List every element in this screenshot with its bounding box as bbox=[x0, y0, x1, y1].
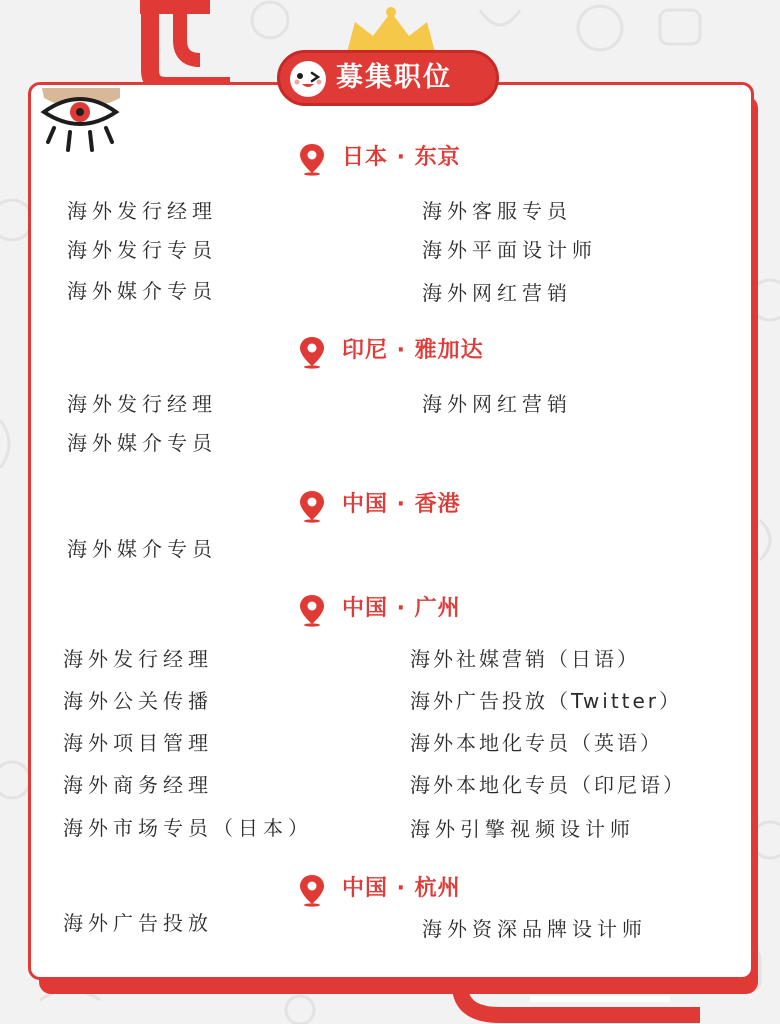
job-item: 海外广告投放 bbox=[63, 911, 213, 935]
section-location: 印尼 · 雅加达 bbox=[342, 338, 484, 363]
location-pin-icon bbox=[298, 489, 326, 523]
section-location: 中国 · 广州 bbox=[342, 596, 461, 621]
job-item: 海外广告投放（Twitter） bbox=[410, 689, 683, 713]
job-item: 海外本地化专员（印尼语） bbox=[410, 773, 686, 797]
job-item: 海外发行专员 bbox=[67, 238, 217, 262]
page-title: 募集职位 bbox=[336, 62, 452, 93]
job-item: 海外社媒营销（日语） bbox=[410, 647, 640, 671]
eye-icon bbox=[40, 88, 122, 160]
section-location: 中国 · 香港 bbox=[342, 492, 461, 517]
job-item: 海外市场专员（日本） bbox=[63, 816, 313, 840]
job-item: 海外本地化专员（英语） bbox=[410, 731, 663, 755]
job-item: 海外平面设计师 bbox=[422, 238, 597, 262]
section-location: 中国 · 杭州 bbox=[342, 876, 461, 901]
location-pin-icon bbox=[298, 335, 326, 369]
job-item: 海外项目管理 bbox=[63, 731, 213, 755]
smiley-face-icon bbox=[288, 59, 328, 99]
job-item: 海外引擎视频设计师 bbox=[410, 817, 635, 841]
job-item: 海外媒介专员 bbox=[67, 279, 217, 303]
section-location: 日本 · 东京 bbox=[342, 145, 461, 170]
title-banner bbox=[277, 50, 499, 106]
job-item: 海外发行经理 bbox=[67, 392, 217, 416]
job-item: 海外网红营销 bbox=[422, 392, 572, 416]
location-pin-icon bbox=[298, 142, 326, 176]
bottom-ribbon-decoration bbox=[440, 985, 720, 1024]
job-item: 海外网红营销 bbox=[422, 281, 572, 305]
job-item: 海外商务经理 bbox=[63, 773, 213, 797]
job-item: 海外媒介专员 bbox=[67, 431, 217, 455]
job-item: 海外客服专员 bbox=[422, 199, 572, 223]
job-item: 海外发行经理 bbox=[63, 647, 213, 671]
job-item: 海外资深品牌设计师 bbox=[422, 917, 647, 941]
location-pin-icon bbox=[298, 873, 326, 907]
job-item: 海外公关传播 bbox=[63, 689, 213, 713]
job-item: 海外媒介专员 bbox=[67, 537, 217, 561]
location-pin-icon bbox=[298, 593, 326, 627]
job-item: 海外发行经理 bbox=[67, 199, 217, 223]
